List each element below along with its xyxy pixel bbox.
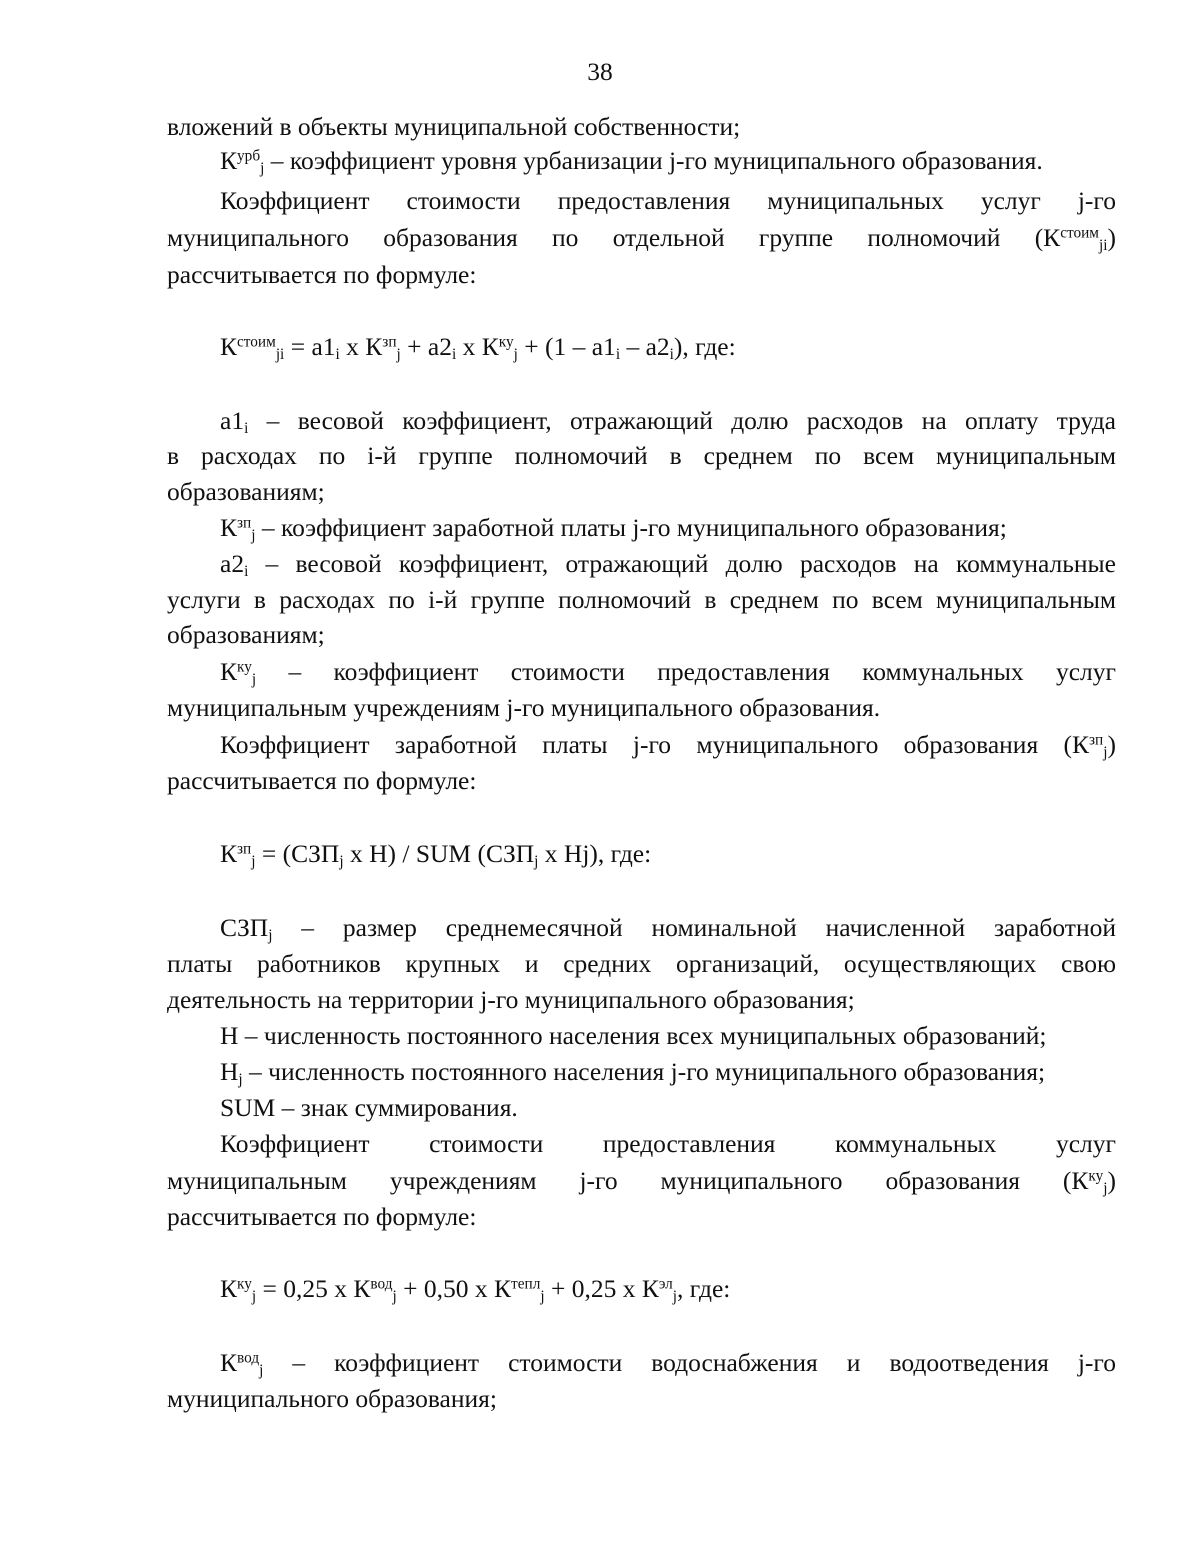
text-run: x Н) / SUM (СЗП (343, 839, 535, 868)
text-run: – коэффициент заработной платы j-го муниципального образования; (255, 513, 1007, 542)
text-line (220, 548, 1116, 580)
text-run: – коэффициент уровня урбанизации j-го муниципального образования. (264, 146, 1043, 175)
text-run: Н – численность постоянного населения всех муниципальных образований; (220, 1021, 1047, 1050)
text-line (167, 584, 1116, 616)
text-line (220, 185, 1116, 217)
text-line (220, 656, 1116, 688)
text-run: j (259, 1361, 264, 1379)
text-line (167, 1383, 1116, 1415)
text-run: ji (1099, 236, 1108, 254)
text-run: j (251, 1287, 257, 1305)
text-run: ку (237, 1275, 252, 1293)
text-line (167, 222, 1116, 254)
text-run: j (672, 1287, 678, 1305)
text-run: стоим (237, 333, 276, 351)
text-line (220, 1347, 1116, 1379)
text-line (167, 440, 1116, 472)
text-line (220, 1273, 1116, 1305)
text-line (220, 331, 1116, 363)
text-line (167, 1165, 1116, 1197)
text-line (220, 1092, 1116, 1124)
text-run: = a1 (284, 332, 336, 361)
text-run: в расходах по i-й группе полномочий в среднем по всем муниципальным (167, 441, 1116, 470)
text-run: ) (1107, 1166, 1116, 1195)
text-run: ку (237, 658, 252, 676)
text-run: эл (658, 1275, 673, 1293)
text-run: j (251, 526, 256, 544)
text-run: К (220, 839, 238, 868)
text-run: j (251, 670, 257, 688)
text-run: – коэффициент стоимости водоснабжения и водоотведения j-го (263, 1348, 1116, 1377)
text-run: i (615, 345, 621, 363)
text-run: j (1103, 1179, 1108, 1197)
text-run: Коэффициент заработной платы j-го муниципального образования (К (220, 730, 1090, 759)
text-run: x К (339, 332, 383, 361)
text-run: j (260, 159, 265, 177)
text-run: урб (237, 147, 261, 165)
text-run: Н (220, 1057, 239, 1086)
text-line (167, 111, 1116, 143)
text-run: + 0,50 x К (396, 1274, 512, 1303)
text-run: = 0,25 x К (256, 1274, 371, 1303)
text-run: a2 (220, 549, 245, 578)
text-run: i (451, 345, 457, 363)
text-run: , где: (677, 1274, 731, 1303)
text-line (167, 259, 1116, 291)
text-run: муниципальным учреждениям j-го муниципального образования. (167, 693, 881, 722)
text-run: j (534, 852, 539, 870)
text-line (167, 984, 1116, 1016)
text-run: i (244, 419, 249, 437)
text-run: j (339, 852, 344, 870)
text-run: x Нj), где: (538, 839, 652, 868)
text-run: j (396, 345, 401, 363)
text-run: Коэффициент стоимости предоставления муниципальных услуг j-го (220, 186, 1116, 215)
text-run: = (СЗП (255, 839, 340, 868)
text-run: деятельность на территории j-го муниципального образования; (167, 985, 855, 1014)
text-line (220, 729, 1116, 761)
text-run: вод (370, 1275, 393, 1293)
text-line (220, 1128, 1116, 1160)
text-run: j (1103, 743, 1108, 761)
text-line (220, 405, 1116, 437)
text-run: К (220, 657, 238, 686)
text-run: платы работников крупных и средних организаций, осуществляющих свою (167, 949, 1116, 978)
text-line (167, 1201, 1116, 1233)
text-run: рассчитывается по формуле: (167, 766, 477, 795)
text-run: i (244, 562, 249, 580)
text-line (220, 912, 1116, 944)
text-run: вложений в объекты муниципальной собственности; (167, 112, 741, 141)
text-run: зп (1089, 731, 1104, 749)
text-run: муниципального образования по отдельной группе полномочий (К (167, 223, 1061, 252)
text-run: муниципального образования; (167, 1384, 497, 1413)
text-run: ку (1088, 1167, 1104, 1185)
text-line (167, 948, 1116, 980)
text-line (167, 619, 1116, 651)
text-run: муниципальным учреждениям j-го муниципального образования (К (167, 1166, 1089, 1195)
text-run: К (220, 1274, 238, 1303)
text-run: К (220, 146, 238, 175)
text-run: К (220, 1348, 238, 1377)
text-line (220, 145, 1116, 177)
text-run: j (392, 1287, 397, 1305)
text-run: – весовой коэффициент, отражающий долю расходов на оплату труда (248, 406, 1116, 435)
text-run: – размер среднемесячной номинальной начисленной заработной (272, 913, 1116, 942)
text-run: x К (456, 332, 499, 361)
text-run: j (513, 345, 518, 363)
text-run: – численность постоянного населения j-го муниципального образования; (242, 1057, 1046, 1086)
text-run: СЗП (220, 913, 269, 942)
text-run: i (669, 345, 674, 363)
text-run: зп (237, 840, 252, 858)
text-run: тепл (511, 1275, 541, 1293)
text-line (220, 512, 1116, 544)
text-run: – a2 (620, 332, 670, 361)
text-run: ) (1107, 223, 1116, 252)
page-number: 38 (587, 57, 613, 86)
text-line (167, 765, 1116, 797)
text-run: j (251, 852, 256, 870)
text-run: – коэффициент стоимости предоставления коммунальных услуг (256, 657, 1116, 686)
text-run: SUM – знак суммирования. (220, 1093, 518, 1122)
text-run: К (220, 332, 238, 361)
text-run: ), где: (673, 332, 736, 361)
text-line (220, 1056, 1116, 1088)
text-run: a1 (220, 406, 245, 435)
text-run: j (238, 1070, 243, 1088)
text-line (220, 1020, 1116, 1052)
text-run: j (268, 926, 273, 944)
text-run: стоим (1060, 224, 1099, 242)
text-run: образованиям; (167, 620, 325, 649)
text-run: ку (498, 333, 514, 351)
text-run: зп (382, 333, 397, 351)
text-line (220, 838, 1116, 870)
text-run: вод (237, 1349, 260, 1367)
text-line (167, 476, 1116, 508)
text-line (167, 692, 1116, 724)
text-run: + a2 (400, 332, 452, 361)
text-run: – весовой коэффициент, отражающий долю расходов на коммунальные (248, 549, 1116, 578)
text-run: i (335, 345, 340, 363)
text-run: К (220, 513, 238, 542)
text-run: + (1 – a1 (517, 332, 616, 361)
text-run: рассчитывается по формуле: (167, 1202, 477, 1231)
text-run: Коэффициент стоимости предоставления коммунальных услуг (220, 1129, 1116, 1158)
text-run: j (540, 1287, 545, 1305)
text-run: образованиям; (167, 477, 325, 506)
text-run: зп (237, 514, 252, 532)
text-run: + 0,25 x К (544, 1274, 659, 1303)
text-run: услуги в расходах по i-й группе полномочий в среднем по всем муниципальным (167, 585, 1116, 614)
text-run: ) (1107, 730, 1116, 759)
text-run: рассчитывается по формуле: (167, 260, 477, 289)
text-run: ji (275, 345, 285, 363)
